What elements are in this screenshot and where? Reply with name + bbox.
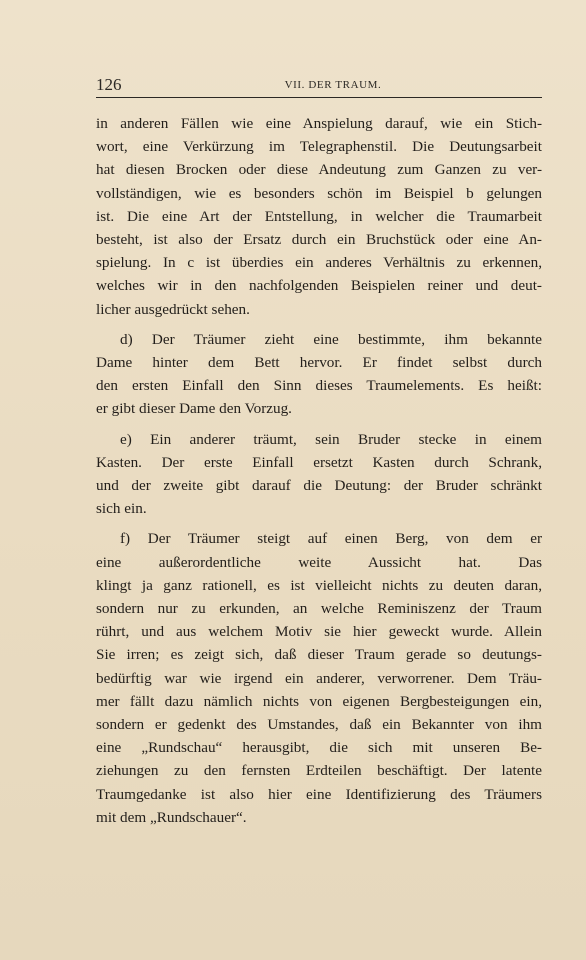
text-line: besteht, ist also der Ersatz durch ein Bruchstück oder eine An- bbox=[96, 231, 542, 249]
text-line bbox=[96, 428, 542, 451]
text-line: sondern nur zu erkunden, an welche Reminiszenz der Traum bbox=[96, 600, 542, 618]
text-line: mer fällt dazu nämlich nichts von eigenen Bergbesteigungen ein, bbox=[96, 692, 542, 710]
running-head: VII. DER TRAUM. bbox=[284, 79, 382, 91]
page-number: 126 bbox=[96, 75, 122, 94]
text-line bbox=[96, 328, 542, 351]
text-line bbox=[96, 527, 542, 550]
text-line: den ersten Einfall den Sinn dieses Traumelements. Es heißt: bbox=[96, 377, 542, 395]
paragraph-d bbox=[96, 328, 542, 421]
text-line: licher ausgedrückt sehen. bbox=[96, 300, 250, 318]
paragraph-f bbox=[96, 527, 542, 829]
page-header bbox=[96, 76, 540, 94]
text-line: Dame hinter dem Bett hervor. Er findet selbst durch bbox=[96, 354, 542, 372]
header-rule bbox=[96, 97, 542, 98]
text-line: in anderen Fällen wie eine Anspielung darauf, wie ein Stich- bbox=[96, 115, 542, 132]
text-line-content: f) Der Träumer steigt auf einen Berg, von dem er bbox=[120, 530, 542, 548]
text-line-content: d) Der Träumer zieht eine bestimmte, ihm bekannte bbox=[120, 330, 542, 348]
text-line: spielung. In c ist überdies ein anderes Verhältnis zu erkennen, bbox=[96, 254, 542, 272]
body-text bbox=[96, 112, 542, 829]
text-line: eine „Rundschau“ herausgibt, die sich mit unseren Be- bbox=[96, 739, 542, 757]
paragraph-e bbox=[96, 428, 542, 521]
text-line: sondern er gedenkt des Umstandes, daß ein Bekannter von ihm bbox=[96, 716, 542, 734]
text-line: Traumgedanke ist also hier eine Identifizierung des Träumers bbox=[96, 785, 542, 803]
text-line: Sie irren; es zeigt sich, daß dieser Traum gerade so deutungs- bbox=[96, 646, 542, 664]
text-line: bedürftig war wie irgend ein anderer, verworrener. Dem Träu- bbox=[96, 669, 542, 687]
text-line: wort, eine Verkürzung im Telegraphenstil. Die Deutungsarbeit bbox=[96, 138, 542, 156]
text-line: eine außerordentliche weite Aussicht hat. Das bbox=[96, 553, 542, 571]
text-line: ist. Die eine Art der Entstellung, in welcher die Traumarbeit bbox=[96, 207, 542, 225]
text-line: er gibt dieser Dame den Vorzug. bbox=[96, 400, 292, 418]
paragraph-1 bbox=[96, 112, 542, 321]
text-line: ziehungen zu den fernsten Erdteilen beschäftigt. Der latente bbox=[96, 762, 542, 780]
text-line: hat diesen Brocken oder diese Andeutung zum Ganzen zu ver- bbox=[96, 161, 542, 179]
text-line: und der zweite gibt darauf die Deutung: der Bruder schränkt bbox=[96, 477, 542, 495]
text-line: vollständigen, wie es besonders schön im Beispiel b gelungen bbox=[96, 184, 542, 202]
text-line: Kasten. Der erste Einfall ersetzt Kasten durch Schrank, bbox=[96, 453, 542, 471]
text-line: mit dem „Rundschauer“. bbox=[96, 808, 247, 826]
text-line-content: e) Ein anderer träumt, sein Bruder stecke in einem bbox=[120, 430, 542, 448]
text-line: klingt ja ganz rationell, es ist vielleicht nichts zu deuten daran, bbox=[96, 576, 542, 594]
text-line: sich ein. bbox=[96, 500, 147, 518]
text-line: rührt, und aus welchem Motiv sie hier geweckt wurde. Allein bbox=[96, 623, 542, 641]
text-line: welches wir in den nachfolgenden Beispielen reiner und deut- bbox=[96, 277, 542, 295]
